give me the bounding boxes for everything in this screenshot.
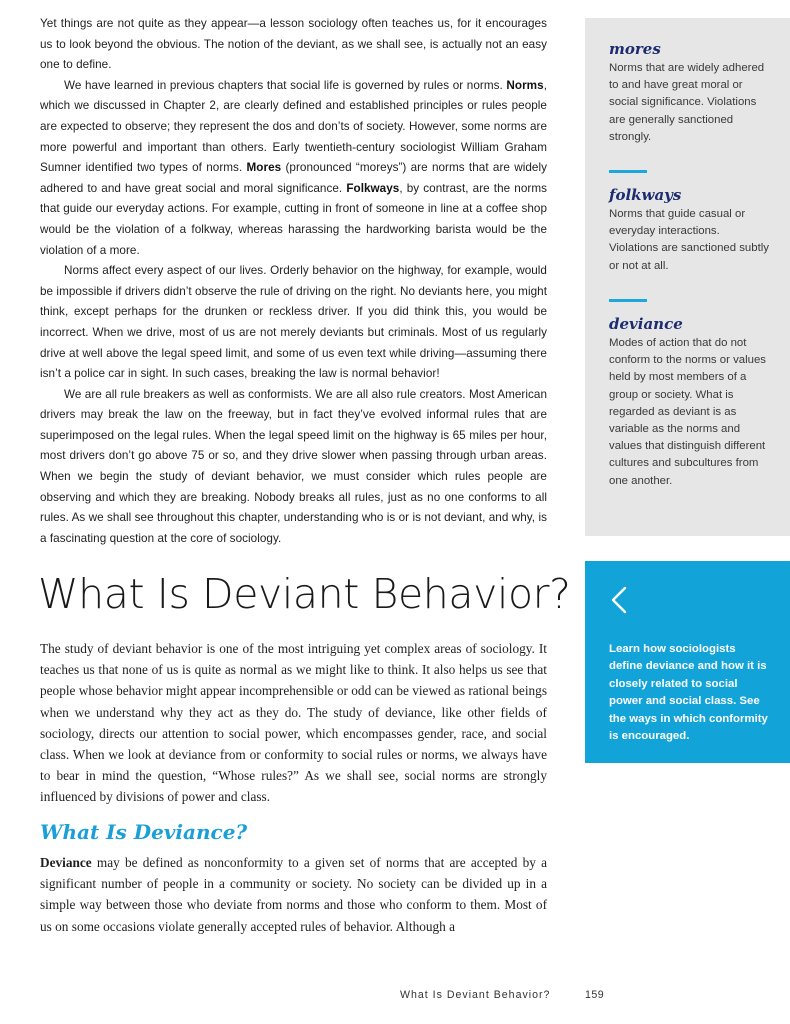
glossary-definition: Modes of action that do not conform to the norms or values held by most members of a group or society. What is regarded as deviant is as variable as the norms and values that distinguish different cultures and subcultures from one another.: [609, 337, 767, 487]
callout-text: Learn how sociologists define deviance and how it is closely related to social power and social class. See the ways in which conformity is encouraged.: [609, 643, 768, 743]
section-paragraph-1: Deviance may be defined as nonconformity to a given set of norms that are accepted by a significant number of people in a community or society. No society can be divided up in a simple way between those who deviate from norms and those who conform to them. Most of us on some occasions violate generally accepted rules of behavior. Although a: [40, 855, 547, 934]
intro-paragraph-4: We are all rule breakers as well as conformists. We are all also rule creators. Most American drivers may break the law on the freeway, but in fact they’ve evolved informal rules that are superimposed on the legal rules. When the legal speed limit on the highway is 65 miles per hour, most drivers don’t go above 75 or so, and they drive slower when passing through urban areas. When we begin the study of deviant behavior, we must consider which rules people are observing and which they are breaking. Nobody breaks all rules, just as no one conforms to all rules. As we shall see throughout this chapter, understanding who is or is not deviant, and why, is a fascinating question at the core of sociology.: [40, 387, 547, 545]
glossary-definition: Norms that guide casual or everyday interactions. Violations are sanctioned subtly or not at all.: [609, 208, 769, 272]
intro-paragraph-1: Yet things are not quite as they appear—a lesson sociology often teaches us, for it encourages us to look beyond the obvious. The notion of the deviant, as we shall see, is actually not an easy one to define.: [40, 17, 547, 72]
glossary-divider: [609, 299, 647, 302]
glossary-sidebar: [585, 18, 790, 536]
key-term: Norms: [506, 78, 544, 92]
chevron-left-icon: [609, 585, 629, 615]
chapter-intro-paragraph: The study of deviant behavior is one of the most intriguing yet complex areas of sociology. It teaches us that none of us is quite as normal as we might like to think. It also helps us see that people whose behavior might appear incomprehensible or odd can be viewed as rational beings when we understand why they act as they do. The study of deviance, like other fields of sociology, directs our attention to social power, which encompasses gender, race, and social class. When we look at deviance from or conformity to social rules or norms, we always have to bear in mind the question, “Whose rules?” As we shall see, social norms are strongly influenced by divisions of power and class.: [40, 641, 547, 805]
running-footer-title: What Is Deviant Behavior?: [400, 989, 551, 1001]
chapter-title: What Is Deviant Behavior?: [38, 570, 571, 618]
chapter-intro: [40, 638, 547, 808]
intro-paragraph-2: We have learned in previous chapters that social life is governed by rules or norms. Norms, which we discussed in Chapter 2, are clearly defined and established principles or rules people are expected to observe; they represent the dos and don’ts of society. However, some norms are more powerful and important than others. Early twentieth-century sociologist William Graham Sumner identified two types of norms. Mores (pronounced “moreys”) are norms that are widely adhered to and have great social and moral significance. Folkways, by contrast, are the norms that guide our everyday actions. For example, cutting in front of someone in line at a coffee shop would be the violation of a folkway, whereas harassing the hardworking barista would be the violation of a more.: [40, 78, 547, 257]
key-term: Folkways: [346, 181, 400, 195]
key-term: Mores: [246, 161, 282, 175]
glossary-divider: [609, 170, 647, 173]
section-heading: What Is Deviance?: [40, 820, 248, 844]
glossary-definition: Norms that are widely adhered to and have great moral or social significance. Violations are generally sanctioned strongly.: [609, 62, 765, 143]
section-body: [40, 852, 547, 937]
glossary-term: mores: [609, 40, 661, 58]
glossary-term: deviance: [609, 315, 683, 333]
key-term: Deviance: [40, 855, 92, 870]
intro-paragraph-3: Norms affect every aspect of our lives. Orderly behavior on the highway, for example, would be impossible if drivers didn’t observe the rule of driving on the right. No deviants here, you might think, except perhaps for the drunken or reckless driver. If you did think this, you would be incorrect. When we drive, most of us are not merely deviants but criminals. Most of us regularly drive at well above the legal speed limit, and some of us even text while driving—assuming there isn’t a police car in sight. In such cases, breaking the law is normal behavior!: [40, 264, 547, 381]
glossary-entry-mores: [609, 38, 769, 146]
intro-text: [40, 14, 547, 549]
learning-objective-callout: [585, 561, 790, 763]
glossary-term: folkways: [609, 186, 682, 204]
glossary-entry-deviance: [609, 313, 769, 490]
page-number: 159: [585, 989, 605, 1001]
glossary-entry-folkways: [609, 184, 769, 275]
